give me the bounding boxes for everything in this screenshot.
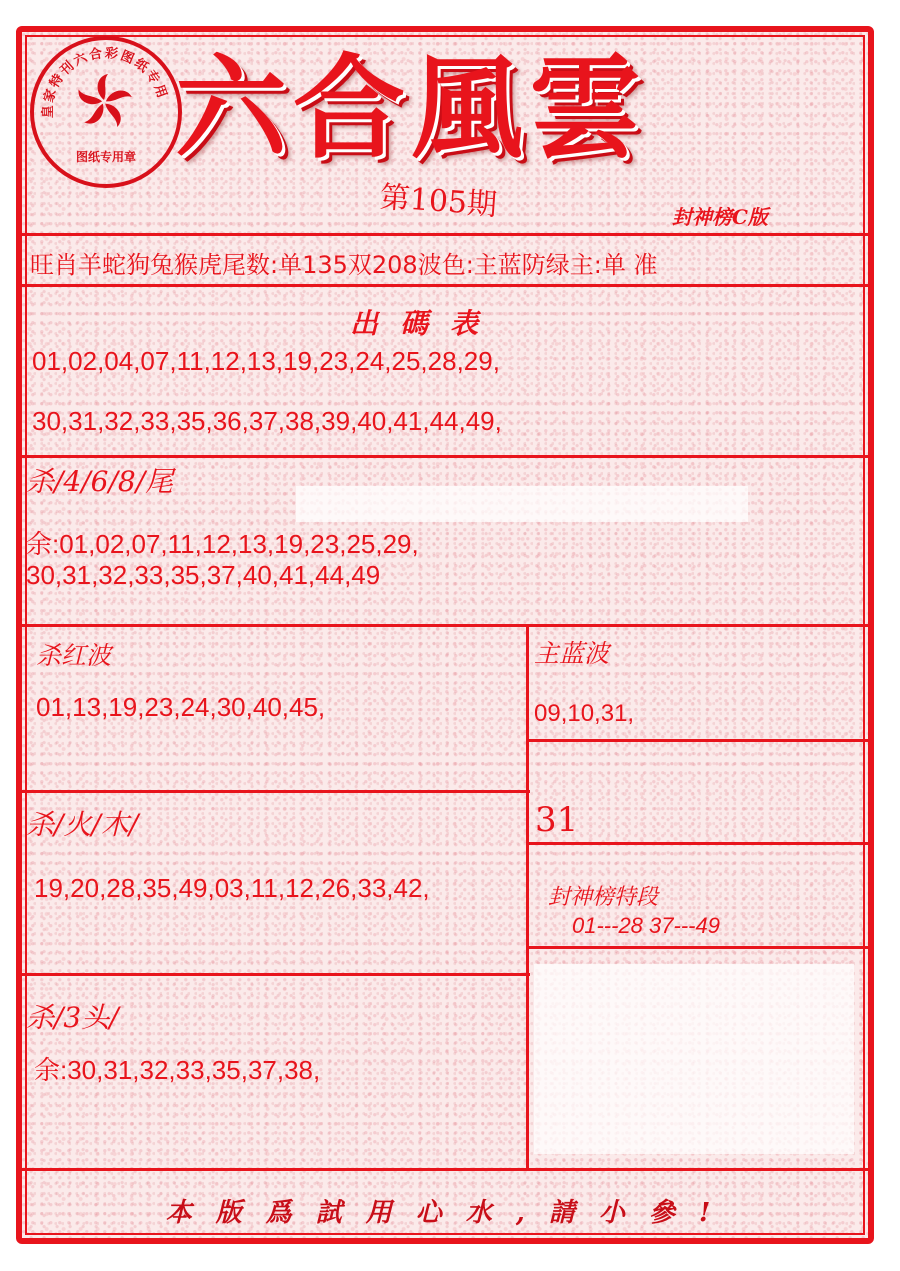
kill-heads-values: 余:30,31,32,33,35,37,38, xyxy=(34,1055,321,1085)
divider xyxy=(528,842,868,845)
kill-heads-heading: 杀/3头/ xyxy=(26,1001,119,1034)
divider xyxy=(526,626,529,1170)
page-title: 六合風雲 xyxy=(175,43,647,174)
divider xyxy=(22,624,868,627)
kill-tails-row: 余:01,02,07,11,12,13,19,23,25,29, xyxy=(26,529,419,559)
kill-tails-row: 30,31,32,33,35,37,40,41,44,49 xyxy=(26,560,381,590)
chart-title: 出碼表 xyxy=(350,307,501,340)
divider xyxy=(22,1168,868,1171)
info-line: 旺肖羊蛇狗兔猴虎尾数:单135双208波色:主蓝防绿主:单 准 xyxy=(30,251,658,279)
main-blue-heading: 主蓝波 xyxy=(534,639,610,668)
special-segment-range: 01---28 37---49 xyxy=(572,913,720,938)
kill-tails-heading: 杀/4/6/8/尾 xyxy=(26,465,174,498)
divider xyxy=(22,233,868,236)
divider xyxy=(22,455,868,458)
blank-patch xyxy=(296,486,748,522)
chart-row: 01,02,04,07,11,12,13,19,23,24,25,28,29, xyxy=(32,346,500,376)
edition-label: 封神榜C版 xyxy=(672,205,768,229)
seal-ring-label: 皇家特刊六合彩图纸专用 xyxy=(40,46,170,119)
divider xyxy=(528,739,868,742)
divider xyxy=(528,946,868,949)
kill-red-heading: 杀红波 xyxy=(36,641,112,670)
issue-number: 第105期 xyxy=(378,179,499,224)
special-segment-heading: 封神榜特段 xyxy=(548,885,659,910)
kill-elements-heading: 杀/火/木/ xyxy=(26,808,139,841)
chart-row: 30,31,32,33,35,36,37,38,39,40,41,44,49, xyxy=(32,406,502,436)
seal-label: 图纸专用章 xyxy=(75,150,136,164)
divider xyxy=(22,973,530,976)
blank-patch xyxy=(534,964,854,1154)
main-blue-values: 09,10,31, xyxy=(534,700,635,727)
divider xyxy=(22,790,530,793)
footer-note: 本版爲試用心水,請小參! xyxy=(165,1198,735,1228)
bauhinia-flower-icon xyxy=(74,72,134,132)
kill-red-values: 01,13,19,23,24,30,40,45, xyxy=(36,692,326,722)
divider xyxy=(22,284,868,287)
seal-stamp xyxy=(30,36,182,188)
special-number: 31 xyxy=(535,800,579,840)
kill-elements-values: 19,20,28,35,49,03,11,12,26,33,42, xyxy=(34,873,430,903)
